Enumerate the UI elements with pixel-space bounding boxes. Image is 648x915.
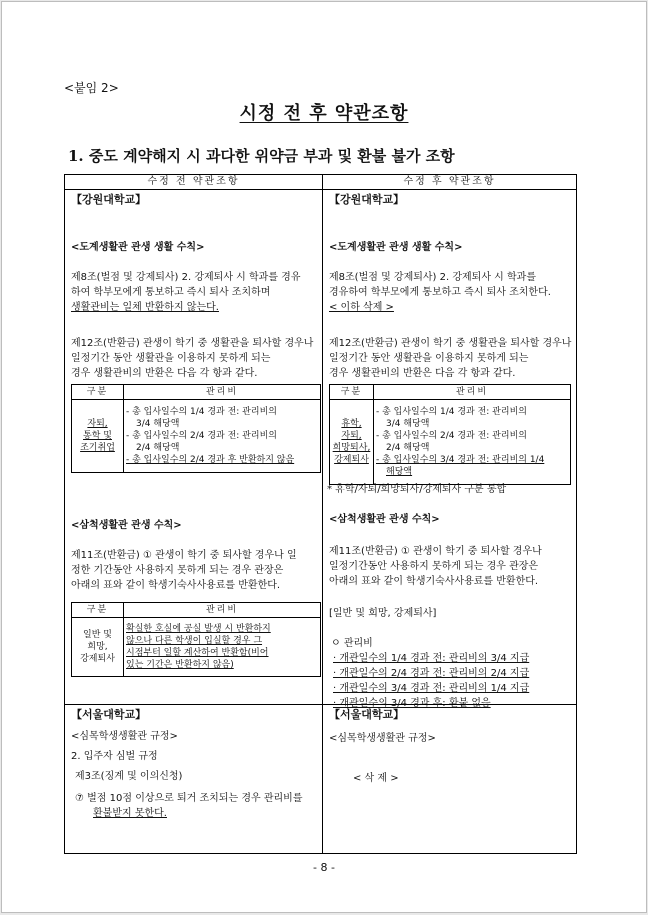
section-heading: 1. 중도 계약해지 시 과다한 위약금 부과 및 환불 불가 조항 (68, 147, 455, 165)
fee-schedule: · 개관일수의 1/4 경과 전: 관리비의 3/4 지급 · 개관일수의 2/4 경과 전: 관리비의 2/4 지급 · 개관일수의 3/4 경과 전: 관리비의 1/4 지급 · 개관일수의 3/4 경과 후: 환불 없음 (333, 653, 530, 709)
fee-title: ㅇ 관리비 (331, 638, 373, 649)
kangwon-before-cell (65, 190, 323, 705)
refund-table-cat-header: 구분 (72, 385, 124, 400)
refund-table-cat-header: 구분 (330, 385, 374, 400)
dorm-rule-title: <도계생활관 관생 생활 수칙> (329, 242, 463, 253)
deleted-marker: < 삭 제 > (353, 773, 399, 784)
column-header-before: 수정 전 약관조항 (65, 175, 323, 190)
dorm-fee-category: 일반 및 희망, 강제퇴사 (72, 618, 124, 677)
kangwon-after-cell (323, 190, 577, 709)
comparison-table (64, 174, 577, 854)
refund-table-items: - 총 입사일수의 1/4 경과 전: 관리비의 3/4 해당액 - 총 입사일수의 2/4 경과 전: 관리비의 2/4 해당액 - 총 입사일수의 3/4 경과 전: 관리비의 1/4 해당액 (374, 400, 571, 485)
univ-name: 【서울대학교】 (329, 708, 405, 721)
clause-7: ⑦ 벌점 10점 이상으로 퇴거 조치되는 경우 관리비를 환불받지 못한다. (75, 793, 303, 819)
merge-note: * 휴학/자퇴/희망퇴사/강제퇴사 구분 통합 (327, 484, 507, 495)
article-8: 제8조(벌점 및 강제퇴사) 2. 강제퇴사 시 학과를 경유하여 학부모에게 통보하고 즉시 퇴사 조치한다. < 이하 삭제 > (329, 272, 551, 313)
refund-table-category: 휴학, 자퇴, 희망퇴사, 강제퇴사 (330, 400, 374, 485)
refund-table-items: - 총 입사일수의 1/4 경과 전: 관리비의 3/4 해당액 - 총 입사일수의 2/4 경과 전: 관리비의 2/4 해당액 - 총 입사일수의 2/4 경과 후 반환하지 않음 (124, 400, 321, 473)
seoul-before-cell (65, 705, 323, 854)
article-3: 제3조(징계 및 이의신청) (75, 771, 183, 782)
document-page (1, 1, 647, 913)
article-8: 제8조(벌점 및 강제퇴사) 2. 강제퇴사 시 학과를 경유 하여 학부모에게 통보하고 즉시 퇴사 조치하며 생활관비는 일체 반환하지 않는다. (71, 272, 301, 313)
article-11: 제11조(반환금) ① 관생이 학기 중 퇴사할 경우나 일 정한 기간동안 사용하지 못하게 되는 경우 관장은 아래의 표와 같이 학생기숙사사용료를 반환한다. (71, 550, 297, 591)
seoul-after-cell (323, 705, 577, 854)
samcheok-rule-title: <삼척생활관 관생 수칙> (71, 520, 182, 531)
refund-table-fee-header: 관리비 (124, 385, 321, 400)
page-title: 시정 전 후 약관조항 (239, 103, 409, 124)
page-number: - 8 - (313, 861, 335, 874)
samcheok-rule-title: <삼척생활관 관생 수칙> (329, 514, 440, 525)
univ-name: 【강원대학교】 (329, 193, 405, 206)
category-bracket: [일반 및 희망, 강제퇴사] (329, 608, 437, 619)
column-header-after: 수정 후 약관조항 (323, 175, 577, 190)
article-11: 제11조(반환금) ① 관생이 학기 중 퇴사할 경우나 일정기간동안 사용하지 못하게 되는 경우 관장은 아래의 표와 같이 학생기숙사사용료를 반환한다. (329, 546, 542, 587)
rule-title: <심목학생생활관 규정> (71, 731, 178, 742)
dorm-rule-title: <도계생활관 관생 생활 수칙> (71, 242, 205, 253)
dorm-fee-table-before: 구분 관리비 일반 및 희망, 강제퇴사 확실한 호실에 공실 발생 시 반환하지 않으나 다른 학생이 입실할 경우 그 시점부터 일할 계산하여 반환함(비어 있는 기간은 반환하지 않음) (71, 602, 321, 677)
item-2: 2. 입주자 심벌 규정 (71, 751, 158, 762)
univ-name: 【서울대학교】 (71, 708, 147, 721)
attachment-label: <붙임 2> (64, 81, 119, 95)
refund-table-fee-header: 관리비 (374, 385, 571, 400)
univ-name: 【강원대학교】 (71, 193, 147, 206)
article-12: 제12조(반환금) 관생이 학기 중 생활관을 퇴사할 경우나 일정기간 동안 생활관을 이용하지 못하게 되는 경우 생활관비의 반환은 다음 각 항과 같다. (71, 338, 314, 379)
dorm-fee-text: 확실한 호실에 공실 발생 시 반환하지 않으나 다른 학생이 입실할 경우 그 시점부터 일할 계산하여 반환함(비어 있는 기간은 반환하지 않음) (124, 618, 321, 677)
refund-table-category: 자퇴, 통학 및 조기취업 (72, 400, 124, 473)
refund-table-before (71, 384, 321, 473)
refund-table-after (329, 384, 571, 485)
rule-title: <심목학생생활관 규정> (329, 733, 436, 744)
article-12: 제12조(반환금) 관생이 학기 중 생활관을 퇴사할 경우나 일정기간 동안 생활관을 이용하지 못하게 되는 경우 생활관비의 반환은 다음 각 항과 같다. (329, 338, 572, 379)
